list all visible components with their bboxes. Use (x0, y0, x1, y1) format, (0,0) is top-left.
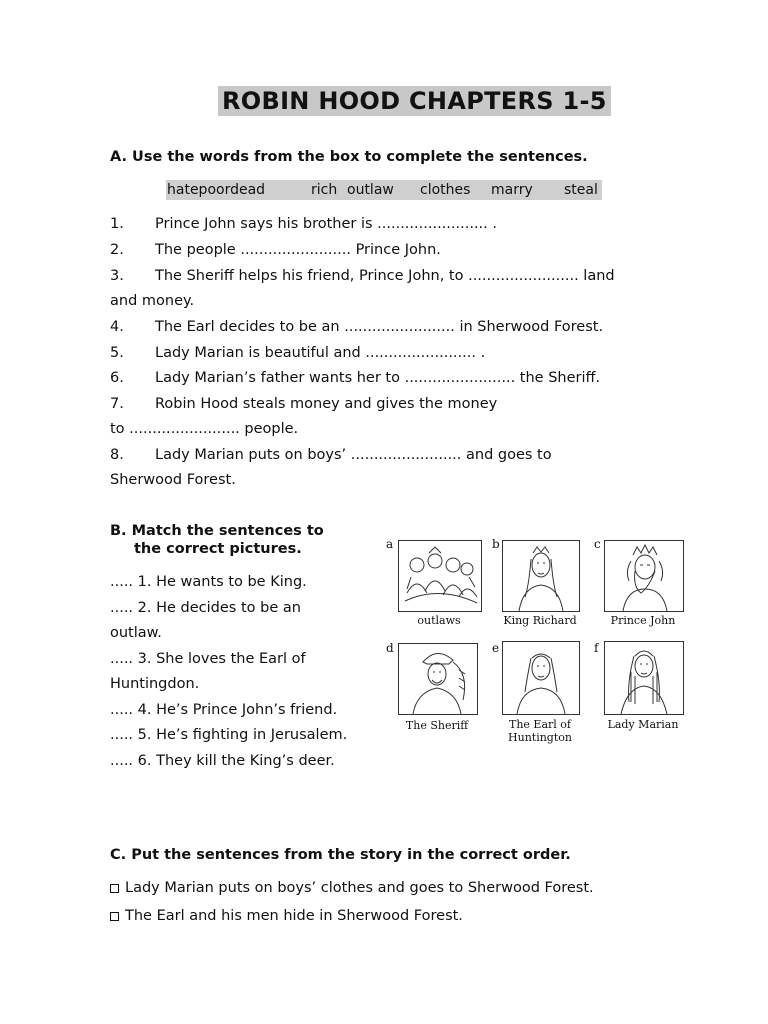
picture-letter: c (594, 537, 601, 551)
earl-picture (502, 641, 580, 715)
order-item (110, 906, 463, 926)
picture-letter: b (492, 537, 500, 551)
sentence-line: to ........................ people. (110, 421, 299, 437)
sentence-line: and money. (110, 293, 195, 309)
match-line: ..... 2. He decides to be an (110, 600, 301, 616)
match-line: ..... 6. They kill the King’s deer. (110, 753, 335, 769)
word-box-word: steal (564, 182, 598, 198)
match-line: Huntingdon. (110, 676, 200, 692)
sentence-line: Lady Marian puts on boys’ ........................ and goes to (155, 447, 552, 463)
word-box-word: rich (311, 182, 338, 198)
sentence-line: Sherwood Forest. (110, 472, 236, 488)
sentence-line: The Earl decides to be an ........................ in Sherwood Forest. (155, 319, 604, 335)
picture-caption: Huntington (508, 731, 572, 744)
king-richard-picture (502, 540, 580, 612)
order-item (110, 878, 594, 898)
word-box-word: clothes (420, 182, 471, 198)
word-box-word: outlaw (347, 182, 394, 198)
picture-caption: The Sheriff (405, 719, 469, 732)
item-number: 1. (110, 216, 124, 232)
outlaws-picture (398, 540, 482, 612)
match-line: ..... 3. She loves the Earl of (110, 651, 306, 667)
item-number: 4. (110, 319, 124, 335)
order-item-text: The Earl and his men hide in Sherwood Forest. (125, 908, 463, 924)
item-number: 8. (110, 447, 124, 463)
match-line: ..... 1. He wants to be King. (110, 574, 307, 590)
picture-caption: Prince John (610, 614, 676, 627)
item-number: 2. (110, 242, 124, 258)
worksheet-title: ROBIN HOOD CHAPTERS 1-5 (218, 86, 611, 116)
word-box-word: marry (491, 182, 533, 198)
order-item-text: Lady Marian puts on boys’ clothes and goes to Sherwood Forest. (125, 880, 594, 896)
picture-caption: King Richard (503, 614, 577, 627)
lady-marian-picture (604, 641, 684, 715)
sheriff-picture (398, 643, 478, 715)
word-box (166, 180, 602, 200)
sentence-line: The people ........................ Prince John. (155, 242, 441, 258)
picture-letter: e (492, 641, 500, 655)
match-line: ..... 5. He’s fighting in Jerusalem. (110, 727, 348, 743)
picture-grid (382, 533, 692, 753)
picture-caption: The Earl of (509, 718, 571, 731)
section-a-heading: A. Use the words from the box to complete the sentences. (110, 149, 588, 165)
section-c-heading: C. Put the sentences from the story in the correct order. (110, 847, 571, 863)
sentence-line: Prince John says his brother is ........................ . (155, 216, 497, 232)
section-b-heading-cont: the correct pictures. (134, 541, 302, 557)
word-box-word: hatepoordead (167, 182, 266, 198)
sentence-line: Lady Marian’s father wants her to ........................ the Sheriff. (155, 370, 601, 386)
sentence-line: Robin Hood steals money and gives the money (155, 396, 498, 412)
checkbox-icon[interactable] (110, 884, 119, 893)
item-number: 6. (110, 370, 124, 386)
item-number: 3. (110, 268, 124, 284)
checkbox-icon[interactable] (110, 912, 119, 921)
match-line: outlaw. (110, 625, 162, 641)
section-b-heading: B. Match the sentences to (110, 523, 324, 539)
match-line: ..... 4. He’s Prince John’s friend. (110, 702, 338, 718)
item-number: 7. (110, 396, 124, 412)
prince-john-picture (604, 540, 684, 612)
picture-caption: Lady Marian (607, 718, 679, 731)
sentence-line: The Sheriff helps his friend, Prince John, to ........................ land (155, 268, 615, 284)
sentence-line: Lady Marian is beautiful and ........................ . (155, 345, 486, 361)
item-number: 5. (110, 345, 124, 361)
picture-letter: d (386, 641, 394, 655)
picture-letter: a (386, 537, 394, 551)
picture-caption: outlaws (417, 614, 461, 627)
picture-letter: f (594, 641, 599, 655)
